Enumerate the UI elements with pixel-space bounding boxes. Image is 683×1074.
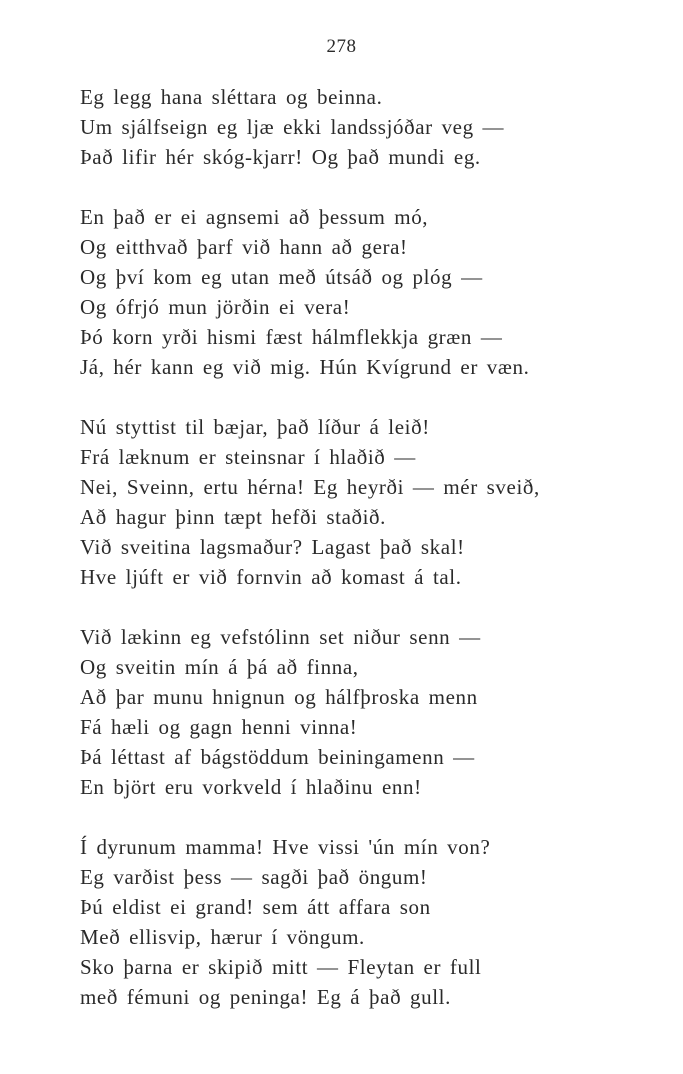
poem-line: Eg varðist þess — sagði það öngum! — [80, 865, 428, 889]
poem-line: Þá léttast af bágstöddum beiningamenn — — [80, 745, 475, 769]
stanza — [80, 622, 660, 802]
poem-line: Með ellisvip, hærur í vöngum. — [80, 925, 365, 949]
poem-line: En það er ei agnsemi að þessum mó, — [80, 205, 429, 229]
poem-line: Nú styttist til bæjar, það líður á leið! — [80, 415, 430, 439]
poem-line: Sko þarna er skipið mitt — Fleytan er full — [80, 955, 482, 979]
poem-line: Við sveitina lagsmaður? Lagast það skal! — [80, 535, 465, 559]
poem-line: Nei, Sveinn, ertu hérna! Eg heyrði — mér sveið, — [80, 475, 540, 499]
poem-line: Um sjálfseign eg ljæ ekki landssjóðar veg — — [80, 115, 505, 139]
poem-line: Þó korn yrði hismi fæst hálmflekkja græn — — [80, 325, 503, 349]
poem-line: Þú eldist ei grand! sem átt affara son — [80, 895, 431, 919]
poem-line: Að hagur þinn tæpt hefði staðið. — [80, 505, 386, 529]
poem-line: Og því kom eg utan með útsáð og plóg — — [80, 265, 483, 289]
poem-line: Í dyrunum mamma! Hve vissi 'ún mín von? — [80, 835, 491, 859]
stanza — [80, 832, 660, 1012]
stanza — [80, 82, 660, 172]
poem-line: Eg legg hana sléttara og beinna. — [80, 85, 383, 109]
poem-line: Hve ljúft er við fornvin að komast á tal. — [80, 565, 462, 589]
poem-line: Fá hæli og gagn henni vinna! — [80, 715, 358, 739]
poem-line: Það lifir hér skóg-kjarr! Og það mundi eg. — [80, 145, 481, 169]
stanza — [80, 412, 660, 592]
poem-line: Og eitthvað þarf við hann að gera! — [80, 235, 408, 259]
stanza — [80, 202, 660, 382]
poem-line: Og ófrjó mun jörðin ei vera! — [80, 295, 351, 319]
poem-line: Já, hér kann eg við mig. Hún Kvígrund er væn. — [80, 355, 530, 379]
page-number: 278 — [326, 36, 357, 57]
poem-line: Og sveitin mín á þá að finna, — [80, 655, 359, 679]
poem-line: með fémuni og peninga! Eg á það gull. — [80, 985, 451, 1009]
poem-line: Við lækinn eg vefstólinn set niður senn — — [80, 625, 481, 649]
poem-line: Að þar munu hnignun og hálfþroska menn — [80, 685, 478, 709]
poem-line: En björt eru vorkveld í hlaðinu enn! — [80, 775, 422, 799]
poem — [80, 82, 660, 1042]
poem-line: Frá læknum er steinsnar í hlaðið — — [80, 445, 416, 469]
